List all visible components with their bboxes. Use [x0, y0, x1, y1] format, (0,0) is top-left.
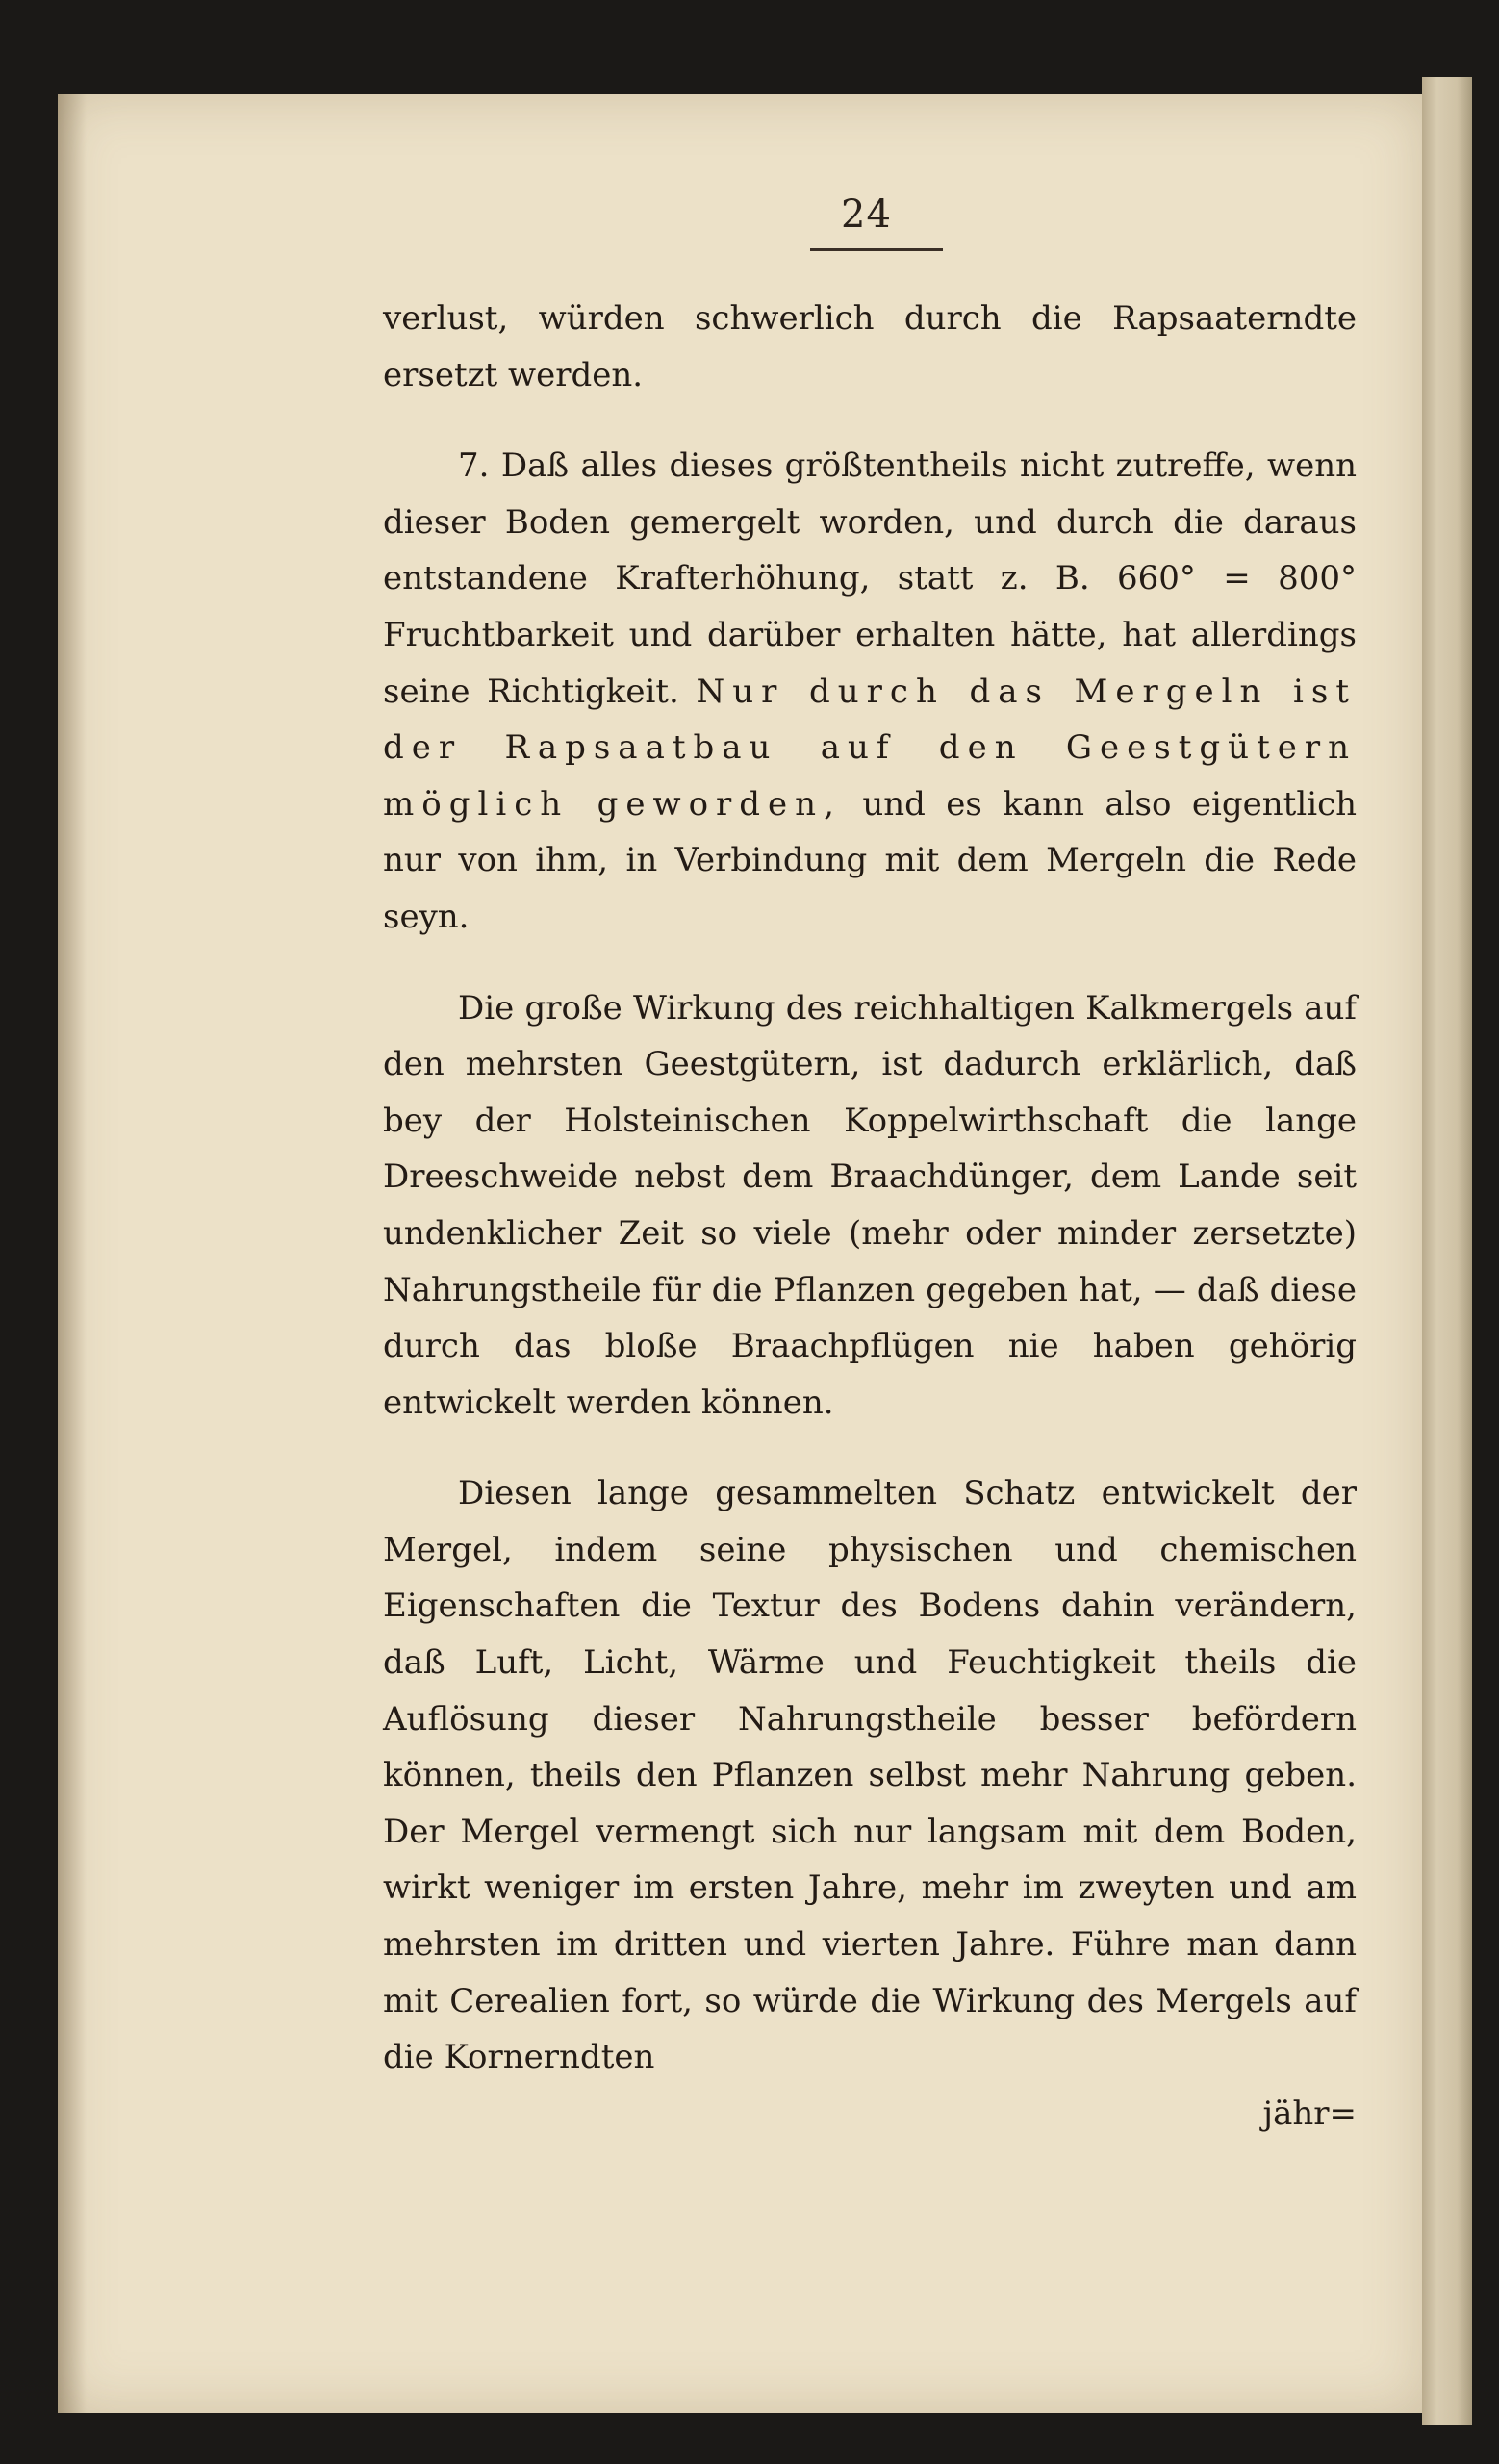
body-text: [383, 291, 1357, 2142]
page-gutter-shadow: [58, 94, 87, 2413]
paragraph-diesen-lange: Diesen lange gesammelten Schatz entwickelt der Mergel, indem seine physischen und chemischen Eigenschaften die Textur des Bodens dahin verändern, daß Luft, Licht, Wärme und Feuchtigkeit theils die Auflösung dieser Nahrungstheile besser befördern können, theils den Pflanzen selbst mehr Nahrung geben. Der Mergel vermengt sich nur langsam mit dem Boden, wirkt weniger im ersten Jahre, mehr im zweyten und am mehrsten im dritten und vierten Jahre. Führe man dann mit Cerealien fort, so würde die Wirkung des Mergels auf die Kornerndten: [383, 1474, 1357, 2077]
page-stack-edge: [1422, 77, 1472, 2425]
paragraph-item-7-part-b: und es kann also eigentlich nur von ihm, in Verbindung mit dem Mergeln die Rede seyn.: [383, 784, 1358, 936]
paragraph-item-7-spaced-emphasis: Nur durch das Mergeln ist der Rapsaatbau auf den Geestgütern möglich geworden,: [383, 672, 1357, 824]
paragraph-continuation: verlust, würden schwerlich durch die Rapsaaterndte ersetzt werden.: [383, 299, 1357, 394]
header-rule: [810, 248, 943, 251]
page-number: 24: [841, 192, 892, 237]
paragraph-item-7-part-a: 7. Daß alles dieses größtentheils nicht zutreffe, wenn dieser Boden gemergelt worden, und durch die daraus entstandene Krafterhöhung, statt z. B. 660° = 800° Fruchtbarkeit und darüber erhalten hätte, hat allerdings seine Richtigkeit.: [383, 446, 1357, 711]
paragraph-die-grosse-wirkung: Die große Wirkung des reichhaltigen Kalkmergels auf den mehrsten Geestgütern, ist dadurch erklärlich, daß bey der Holsteinischen Koppelwirthschaft die lange Dreeschweide nebst dem Braachdünger, dem Lande seit undenklicher Zeit so viele (mehr oder minder zersetzte) Nahrungstheile für die Pflanzen gegeben hat, — daß diese durch das bloße Braachpflügen nie haben gehörig entwickelt werden können.: [383, 988, 1357, 1422]
catchword: jähr=: [1262, 2094, 1357, 2133]
paragraph-item-7: [383, 438, 1357, 945]
